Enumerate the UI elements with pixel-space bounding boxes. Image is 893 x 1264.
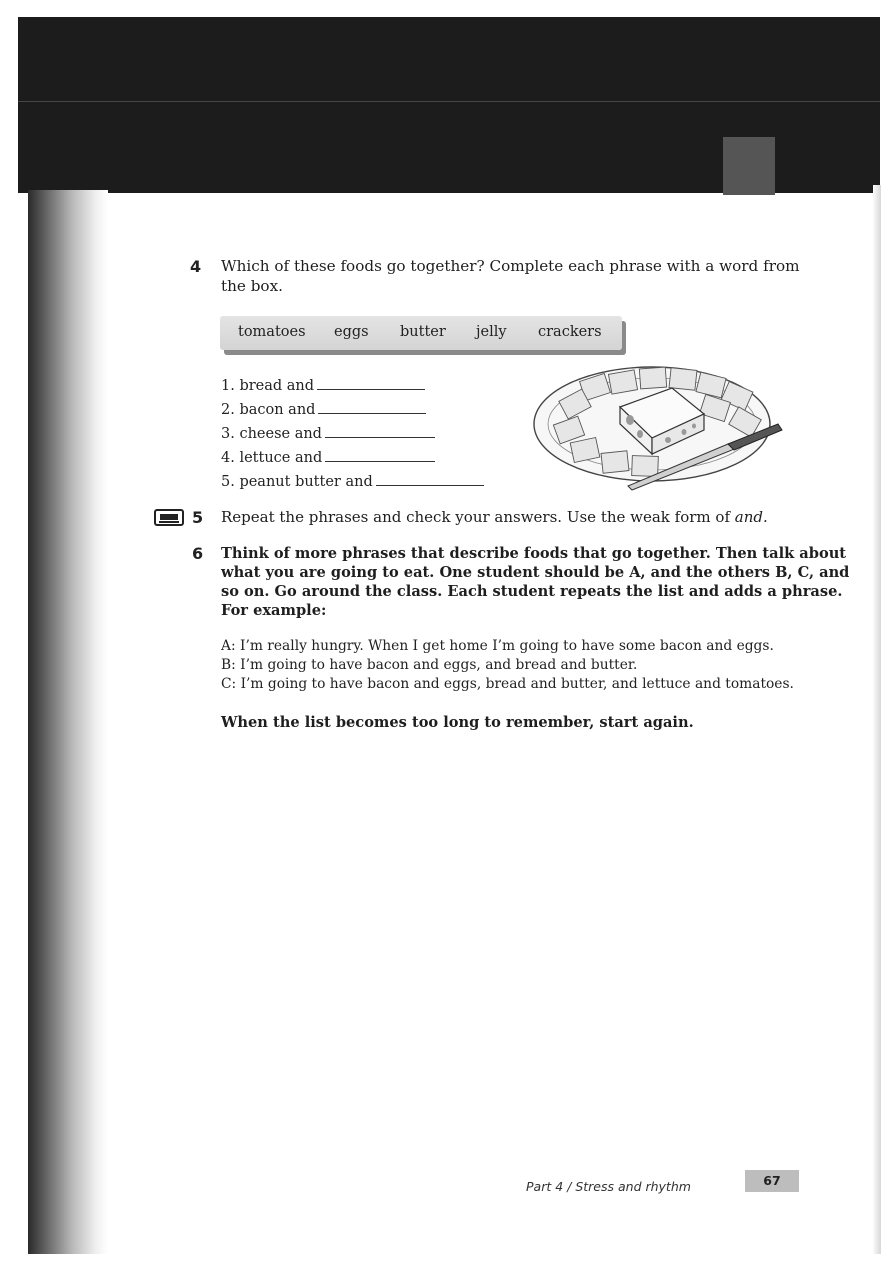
scan-dark-border xyxy=(18,17,880,193)
cassette-tape-icon xyxy=(154,509,184,526)
page-number: 67 xyxy=(745,1170,799,1192)
item-text: 4. lettuce and xyxy=(221,450,323,466)
word-box-item: tomatoes xyxy=(238,324,306,340)
exercise-6-closing: When the list becomes too long to remember, start again. xyxy=(221,714,694,731)
item-text: 2. bacon and xyxy=(221,402,316,418)
exercise-6-instruction-line-3: so on. Go around the class. Each student repeats the list and adds a phrase. xyxy=(221,583,843,600)
answer-blank[interactable] xyxy=(325,424,435,438)
answer-blank[interactable] xyxy=(325,448,435,462)
dialogue-line-c: C: I’m going to have bacon and eggs, bread and butter, and lettuce and tomatoes. xyxy=(221,676,794,692)
answer-blank[interactable] xyxy=(376,472,484,486)
dialogue-line-a: A: I’m really hungry. When I get home I’m going to have some bacon and eggs. xyxy=(221,638,774,654)
dialogue-line-b: B: I’m going to have bacon and eggs, and bread and butter. xyxy=(221,657,638,673)
exercise-4-number: 4 xyxy=(190,257,202,276)
answer-blank[interactable] xyxy=(318,400,426,414)
exercise-6-instruction-line-1: Think of more phrases that describe foods that go together. Then talk about xyxy=(221,545,847,562)
answer-blank[interactable] xyxy=(317,376,425,390)
exercise-4-item-1 xyxy=(221,376,425,395)
footer-part-label: Part 4 / Stress and rhythm xyxy=(526,1179,691,1194)
cheese-and-crackers-plate-illustration xyxy=(532,362,784,497)
exercise-4-item-3 xyxy=(221,424,435,443)
exercise-5-number: 5 xyxy=(192,508,204,527)
exercise-4-item-5 xyxy=(221,472,484,491)
word-box-item: jelly xyxy=(476,324,507,340)
exercise-4-item-4 xyxy=(221,448,435,467)
exercise-4-instruction-line-2: the box. xyxy=(221,277,283,295)
exercise-5-instruction xyxy=(221,508,768,528)
word-box-item: butter xyxy=(400,324,446,340)
item-text: 3. cheese and xyxy=(221,426,322,442)
instruction-text: Repeat the phrases and check your answers. Use the weak form of xyxy=(221,508,735,526)
word-box-item: eggs xyxy=(334,324,369,340)
page-edge xyxy=(873,185,881,1254)
exercise-4-instruction-line-1: Which of these foods go together? Complete each phrase with a word from xyxy=(221,257,800,275)
binding-shadow xyxy=(28,190,108,1254)
exercise-6-instruction-line-2: what you are going to eat. One student should be A, and the others B, C, and xyxy=(221,564,850,581)
instruction-italic: and. xyxy=(734,508,768,526)
word-box-item: crackers xyxy=(538,324,602,340)
word-box xyxy=(220,316,622,350)
exercise-4-item-2 xyxy=(221,400,426,419)
exercise-6-instruction-line-4: For example: xyxy=(221,602,327,619)
item-text: 1. bread and xyxy=(221,378,315,394)
exercise-6-number: 6 xyxy=(192,544,204,563)
item-text: 5. peanut butter and xyxy=(221,474,373,490)
